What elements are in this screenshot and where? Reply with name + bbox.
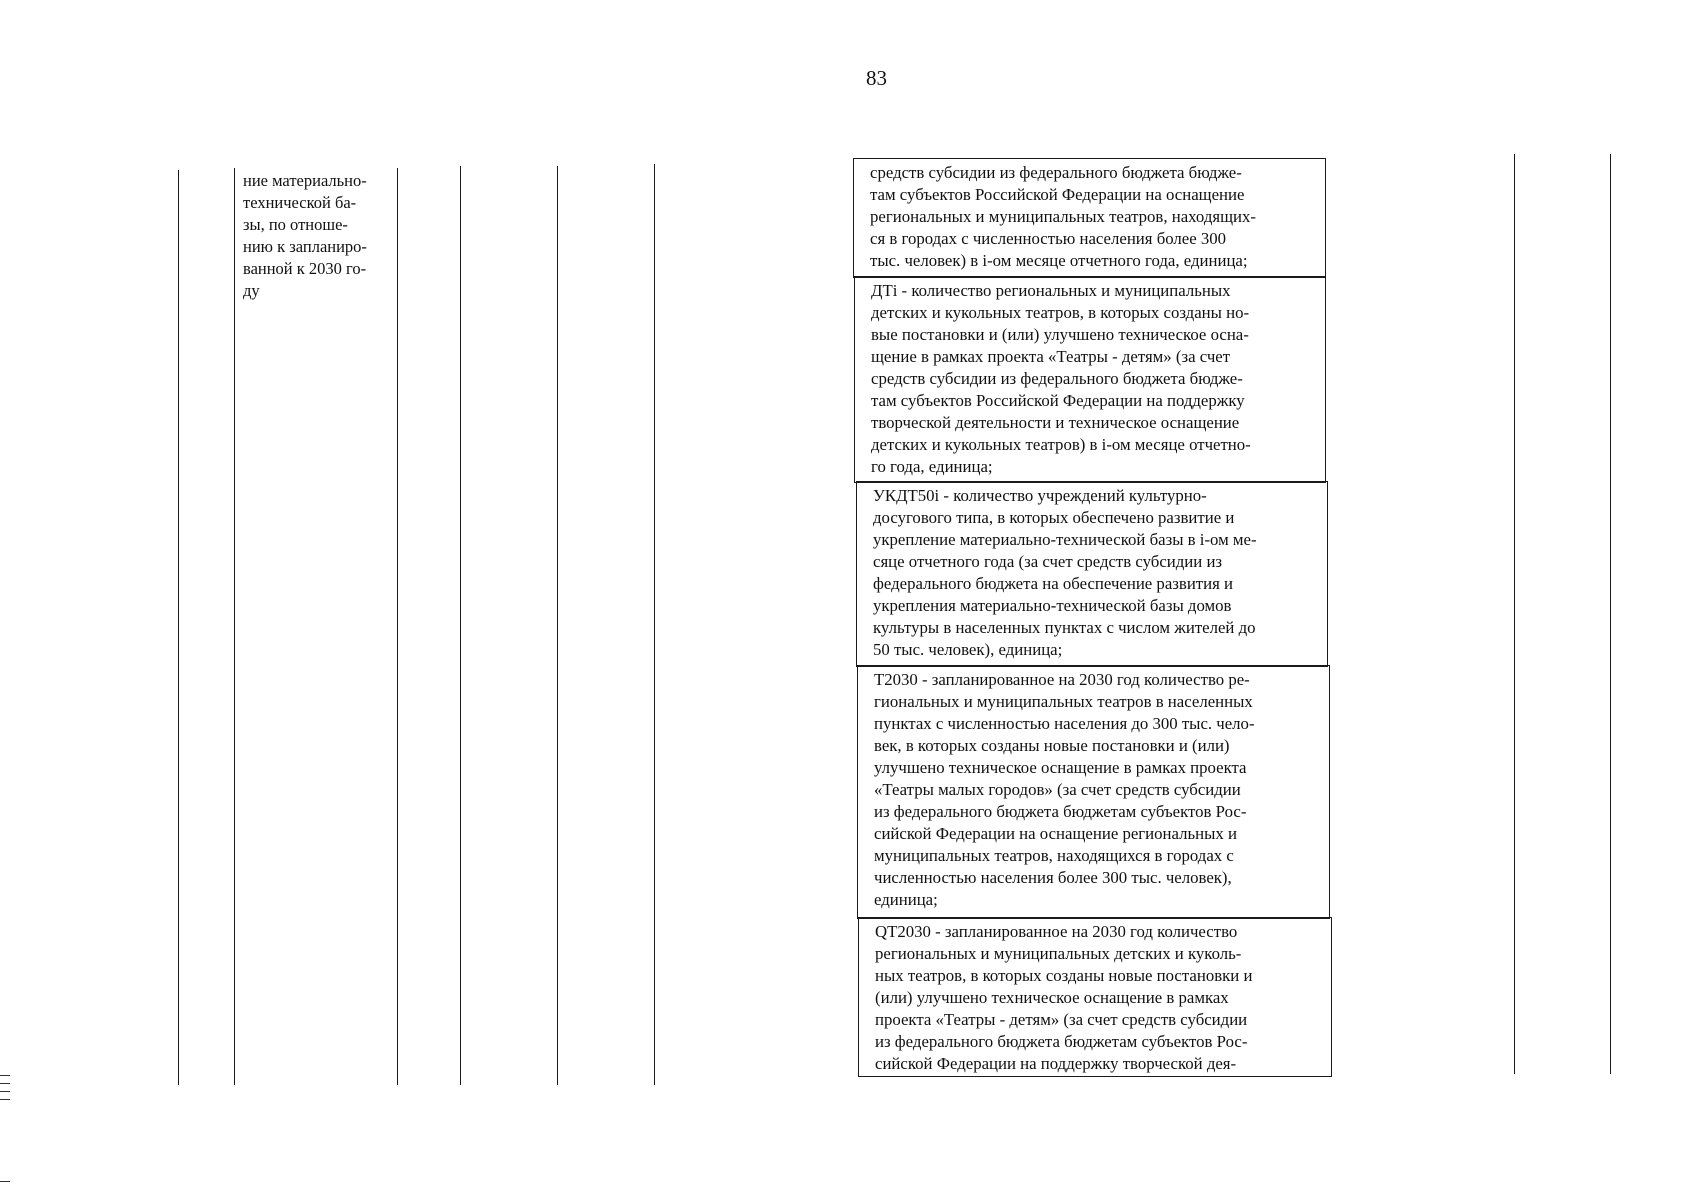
scan-edge-mark — [0, 1181, 10, 1182]
definition-block: ДТi - количество региональных и муниципальных детских и кукольных театров, в которых созданы но- вые постановки и (или) улучшено техническое осна- щение в рамках проекта «Театры - детям» (за счет средств субсидии из федерального бюджета бюдже- там субъектов Российской Федерации на поддержку творческой деятельности и техническое оснащение детских и кукольных театров) в i-ом месяце отчетно- го года, единица; — [854, 276, 1326, 483]
scan-edge-mark — [0, 1075, 10, 1076]
table-rule — [397, 168, 398, 1085]
definition-block: QТ2030 - запланированное на 2030 год количество региональных и муниципальных детских и куколь- ных театров, в которых созданы новые постановки и (или) улучшено техническое оснащение в рамках проекта «Театры - детям» (за счет средств субсидии из федерального бюджета бюджетам субъектов Рос- сийской Федерации на поддержку творческой дея- — [858, 917, 1332, 1077]
definition-block: Т2030 - запланированное на 2030 год количество ре- гиональных и муниципальных театров в населенных пунктах с численностью населения до 300 тыс. чело- век, в которых созданы новые постановки и (или) улучшено техническое оснащение в рамках проекта «Театры малых городов» (за счет средств субсидии из федерального бюджета бюджетам субъектов Рос- сийской Федерации на оснащение региональных и муниципальных театров, находящихся в городах с численностью населения более 300 тыс. человек), единица; — [857, 665, 1330, 919]
scan-edge-mark — [0, 1099, 10, 1100]
scan-edge-mark — [0, 1091, 10, 1092]
table-rule — [234, 168, 235, 1085]
scan-edge-mark — [0, 1083, 10, 1084]
definition-block: УКДТ50i - количество учреждений культурно- досугового типа, в которых обеспечено развитие и укрепление материально-технической базы в i-ом ме- сяце отчетного года (за счет средств субсидии из федерального бюджета на обеспечение развития и укрепления материально-технической базы домов культуры в населенных пунктах с числом жителей до 50 тыс. человек), единица; — [856, 481, 1328, 667]
page-number: 83 — [866, 66, 887, 90]
table-rule — [557, 166, 558, 1085]
table-rule — [654, 164, 655, 1085]
table-cell-indicator-name: ние материально- технической ба- зы, по отноше- нию к запланиро- ванной к 2030 го- ду — [243, 171, 367, 300]
table-rule — [1514, 154, 1515, 1074]
table-rule — [178, 170, 179, 1085]
definition-block: средств субсидии из федерального бюджета бюдже- там субъектов Российской Федерации на оснащение региональных и муниципальных театров, находящих- ся в городах с численностью населения более 300 тыс. человек) в i-ом месяце отчетного года, единица; — [853, 158, 1326, 278]
table-rule — [460, 166, 461, 1085]
table-rule — [1610, 154, 1611, 1074]
